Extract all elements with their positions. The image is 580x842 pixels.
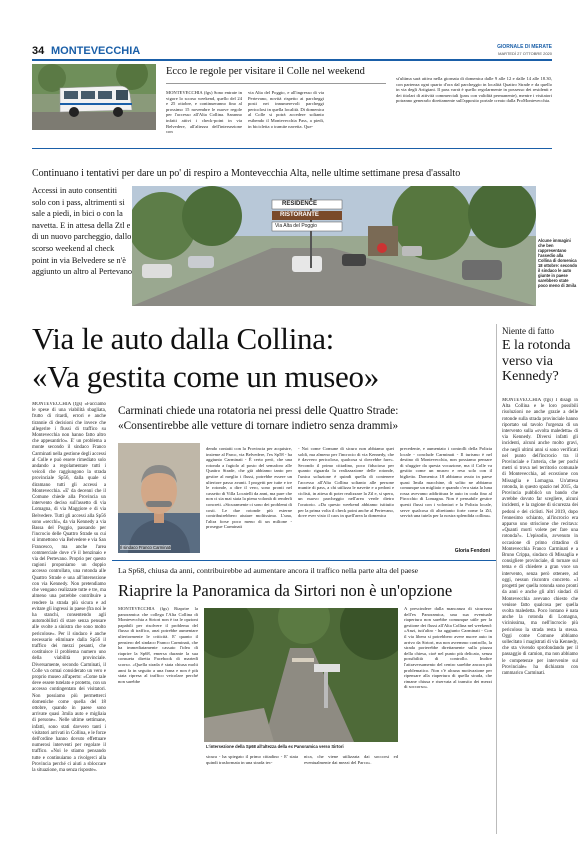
sign-ristorante: RISTORANTE — [280, 212, 319, 218]
shuttle-bus-photo — [32, 64, 156, 130]
sign-residence: RESIDENCE — [282, 201, 318, 207]
sidebar-kicker: Niente di fatto — [502, 326, 554, 336]
main-headline-line2: «Va gestita come un museo» — [32, 359, 379, 394]
top-article-rule — [166, 83, 386, 84]
sidebar-body: MONTEVECCHIA (fgs) I disagi in Alta Collina e le loro possibili risoluzioni ne anche grazie a delle rotonde sulla strada provinciale hanno riportato sul tavolo l'urgenza di un intervento sulla «svolta maledetta» di via Kennedy. Diversi infatti gli incidenti, alcuni anche molto gravi, che negli ultimi anni si sono verificati nel punto dell'incrocio tra il Provinciale e l'arteria, che per pochi metri si trova nel territorio comunale di Montevecchia, ad eccezione con Missaglia e Lomagna. Un'attesa rotonda, in questo spazio nel 2015, da Provincia pubblicò un bando che avrebbe dovuto far scegliere, alcuni incidenti, e la ragione di sicurezza dei pedoni e dei ciclisti. Nel 2019, dopo l'ennesimo schianto, all'incrocio era apparso uno striscione che recitava: «Quanti morti volete per fare una rotonda?». L'episodio, avvenuto in occasione di primo cittadino di Montevecchia Franco Carminati e a Bruno Crippa, sindaco di Missaglia e consigliere provinciale, di tornare sul tema e di chiedere a gran voce un intervento, senza però ottenere, ad oggi, nessun riscontro concreto. «I progetti per quella rotonda sono pronti da anni e anche gli altri sindaci di Montevecchia avevano chiesto che venisse fatto qualcosa per quella svolta maledetta. Poco lontano è nata anche la rotonda di Lomagna, vicinissima, ma nell'incrocio più pericoloso la strada resta la stessa. Oggi come Comune abbiamo sollecitato i magistrati di via Kennedy, che sta vivendo sprofondando per il passaggio di camion, ma non abbiamo le competenze per intervenire sul Provinciale» ha dichiarato con rammarico Carminati. — [502, 398, 578, 676]
section-divider — [32, 148, 552, 149]
sub-article-col2: - Noi come Comune di sicuro non abbiamo quei soldi, ma almeno per l'incrocio di via Kennedy, che è davvero pericoloso, qualcosa si dovrebbe fare». Secondo il primo cittadino, poco fiducioso per quanto riguarda la realizzazione delle rotonde, l'unica soluzione è quindi quella di contenere l'accesso all'Alta Collina soltanto alle persone munite di pass, a chi utilizza le navette e a pedoni e ciclisti, in attesa di poter realizzare la Ztl e, si spera, un nuovo parcheggio nell'area verde dietro l'oratorio. «Da questo weekend abbiamo istituito per la prima volta il check point anche al Pertevano, dove ever visto il caos in quell'area la domenica — [298, 446, 394, 519]
byline: Gloria Fendoni — [454, 548, 490, 554]
mayor-portrait — [118, 443, 200, 553]
page-number: 34 — [32, 45, 45, 57]
section-name: MONTEVECCHIA — [51, 45, 141, 57]
panoramica-col4: A prescindere dalla mancanza di sicurezza dell'ex Panoramica, una sua eventuale riapertura non sarebbe comunque utile per la gestione dei flussi all'Alta Collina nel weekend: «Anzi, tutt'altro - ha aggiunto Carminati - Con il via libera si potrebbero avere nuove auto in arrivo da Sirtori, ma non avremmo controllo, la strada porterebbe direttamente sulla piazza della chiesa, cioè nel punto più delicato, senza possibilità di controllo. Inoltre l'attraversamento del centro sarebbe ancora più problematico. Non c'è alcuna motivazione per ripensare alla riapertura di quella strada, che rimane chiusa e riservata al transito dei mezzi di soccorso». — [404, 606, 492, 690]
top-article-col1: MONTEVECCHIA (fgs) Sono entrate in vigore lo scorso weekend, quello del 24 e 25 ottobre, e continueranno fino al prossimo 15 novembre le nuove regole per l'accesso all'Alta Collina. Saranno infatti attivi i check-point in via Belvedere, all'altezza dell'intersezione con — [166, 90, 242, 135]
top-article-col2: via Alta del Poggio, e all'ingresso di via Pertevano, novità rispetto ai parcheggi posti nei innumerevoli parcheggi pericolosi in quella località. Di domenica al Colle si potrà accedere soltanto esibendo il Montevecchia Pass, a piedi, in bicicletta o tramite navetta. Que- — [248, 90, 324, 129]
panoramica-rule — [112, 560, 496, 561]
portrait-caption: Il sindaco Franco Carminati — [120, 545, 171, 550]
page-header — [32, 44, 552, 58]
sub-headline-line2: «Consentirebbe alle vetture di tornare indietro senza drammi» — [118, 420, 399, 432]
top-article-col3: st'ultima sarà attiva nella giornata di domenica dalle 9 alle 12 e dalle 14 alle 18.30, con partenza ogni quarto d'ora dal parcheggio in località Quattro Strade e da quello in via degli Artigiani. Il pass varrà è quello regolarmente in possesso dei residenti e dei titolari di attività commerciali (pass con validità permanente), mentre i visitatori potranno generarlo direttamente sull'apposito portale creato dalla ProMontevecchia. — [396, 76, 552, 104]
paper-name: GIORNALE DI MERATE — [497, 44, 552, 50]
sub-article-col1: dendo contatti con la Provincia per acquisire, insieme al Parco, via Belvedere, l'ex Sp58 - ha aggiunto Carminati - È certo però, che una rotonda a fagiolo al posto del semaforo alle Quattro Strade, che già abbiamo tanto per gestire al meglio i flussi, potrebbe essere un ulteriore passo avanti. I progetti per tutte e tre le rotonde, a dire il vero, sono pronti nel cassetto di Villa Locatelli da anni, ma pare che non ci sia mai stata la piena volontà di renderli concreti. «Sicuramente ci sono dei problemi di costi. Le due rotonde più esterne contribuirebbero aiutare moltissimo. L'una, l'altra forse poco meno di un milione - prosegue Carminati — [206, 446, 292, 530]
sidebar-divider — [496, 324, 497, 834]
main-body-text: MONTEVECCHIA (fgs) «Facciamo le spese di una viabilità sbagliata, frutto di ritardi, errori e anche tirannie di decisioni che invece che allegerire i flussi di traffico su Montevecchia non hanno fatto altro che appesantirlo». E' un problema a monte secondo il sindaco Franco Carminati nella gestione degli accessi al Colle e può essere rimediato solo andando a regolamentare tutti i veicoli che raggiungono la strada provinciale Sp56, dalla quale si diramano tutti gli accessi a Montevecchia. «E' da decenni che il Comune chiede alla Provincia un intervento deciso sull'assetto di via Lomagna, di via Maggiore e di via Belvedere. Tutti gli accessi alla Sp56 sono «secchi», da via Kennedy a via Bassa del Poggio, passando per l'incrocio delle Quattro Strade su cui si immettono via Belvedere e via San Francesco, ma anche l'area commerciale dove c'è il benzinaio e via del Pertevano. Proprio per questo ragioni proponiamo un doppio accesso controllato, una rotonda alle Quattro Strade e una all'intersezione con via Kennedy. Non pretendiamo che vengano realizzate tutte e tre, ma almeno una potrebbe contribuire a rendere la strada più sicura e ad evitare gli ingressi in paese (fra noi le ha stanchi, consentendo agli automobilisti di stare senza pensare alle svolte a sinistra che sono molto pericolose». Per il sindaco è anche necessario eliminare dalla Sp56 il traffico dei mezzi pesanti, che costituisce il problema numero uno della viabilità provinciale. Diversamente, secondo Carminati, il Colle va ormai considerato un vero e proprio museo all'aperto: «Come tale deve essere tutelato e protetto, con un accesso contingentato dei visitatori. Non possiamo più permetterci domeniche come quella del 18 ottobre, quando in paese sono arrivate quasi 3mila auto e migliaia di persone». Nelle ultime settimane, infatti, sono stati davvero tanti i visitatori arrivati in Collina, e le forze dell'ordine hanno dovuto effettuare numerosi interventi per regolare il traffico. «Noi le stiamo pensando tutte e continuiamo a rivolgerci alla Provincia perché ci aiuti a sbloccare la situazione, ma senza risposte». — [32, 402, 106, 773]
main-kicker: Continuano i tentativi per dare un po' di respiro a Montevecchia Alta, nelle ultime settimane presa d'assalto — [32, 168, 461, 179]
road-photo-caption: L'intersezione della Sp68 all'altezza della ex Panoramica verso Sirtori — [206, 744, 344, 749]
top-article-headline: Ecco le regole per visitare il Colle nel weekend — [166, 66, 365, 77]
panoramica-col1: MONTEVECCHIA (fgs) Riaprire la panoramica che collega l'Alta Collina di Montevecchia a Sirtori non è tra le opzioni papabili per risolvere il problema del flusso di traffico, anzi potrebbe aumentare ulteriormente le criticità. E' quanto il pensiero del sindaco Franco Carminati, che ha immediatamente cassato l'idea di riaprire la Sp68, emersa durante la sua consueta diretta Facebook di martedì scorso. «Quella strada è stata chiusa molti anni fa in seguito a una frana e non è più stata ripresa al traffico veicolare perché non sarebbe — [118, 606, 198, 684]
sidebar-headline: E la rotonda verso via Kennedy? — [502, 338, 571, 384]
header-rule — [32, 59, 552, 61]
panoramica-headline: Riaprire la Panoramica da Sirtori non è un'opzione — [118, 581, 453, 600]
main-headline-line1: Via le auto dalla Collina: — [32, 321, 334, 356]
issue-date: MARTEDÌ 27 OTTOBRE 2020 — [498, 51, 552, 56]
road-photo — [204, 608, 398, 742]
traffic-photo — [132, 186, 536, 306]
sub-article-col3: precedente, e aumentato i controlli della Polizia locale - conclude Carminati - Il turismo è nel destino di Montevecchia, non possiamo pensare di sfuggire da questa vocazione, ma il Colle va gestito come un museo e reso solo con il biglietto. Domenica 18 abbiamo avuto in paese quasi 3mila macchine, di solito ne abbiamo comunque un migliaio e quando c'era stata la luna rossa avevamo addirittura le auto in coda fino al Pirocchio di Lomagna. Non è pensabile gestire questi flussi con i volontari e la Polizia locale, serve qualcosa di altrettanto forte come la Ztl, servirà una tutela per la nostra splendida collina». — [400, 446, 492, 519]
panoramica-col3: nica, che viene utilizzata dai soccorsi ed eventualmente dai mezzi del Parco». — [304, 754, 398, 765]
sub-headline-line1: Carminati chiede una rotatoria nei pressi delle Quattro Strade: — [118, 405, 399, 417]
panoramica-kicker: La Sp68, chiusa da anni, contribuirebbe ad aumentare ancora il traffico nella parte alta del paese — [118, 566, 419, 575]
panoramica-col2: sicura - ha spiegato il primo cittadino - E' stata quindi trasformata in una strada tec- — [206, 754, 298, 765]
intro-text: Accessi in auto consentiti solo con i pass, altrimenti si sale a piedi, in bici o con la navetta. E in attesa della Ztl e di un nuovo parcheggio, dallo scorso weekend al check point in via Belvedere se n'è aggiunto un altro al Pertevano — [32, 186, 132, 277]
sign-street: Via Alta del Poggio — [275, 223, 317, 229]
photo-caption: Alcune immagini che ben rappresentano l'assedio alla Collina di domenica 18 ottobre: secondo il sindaco le auto giunte in paese sarebbero state poco meno di 3mila — [538, 238, 578, 288]
